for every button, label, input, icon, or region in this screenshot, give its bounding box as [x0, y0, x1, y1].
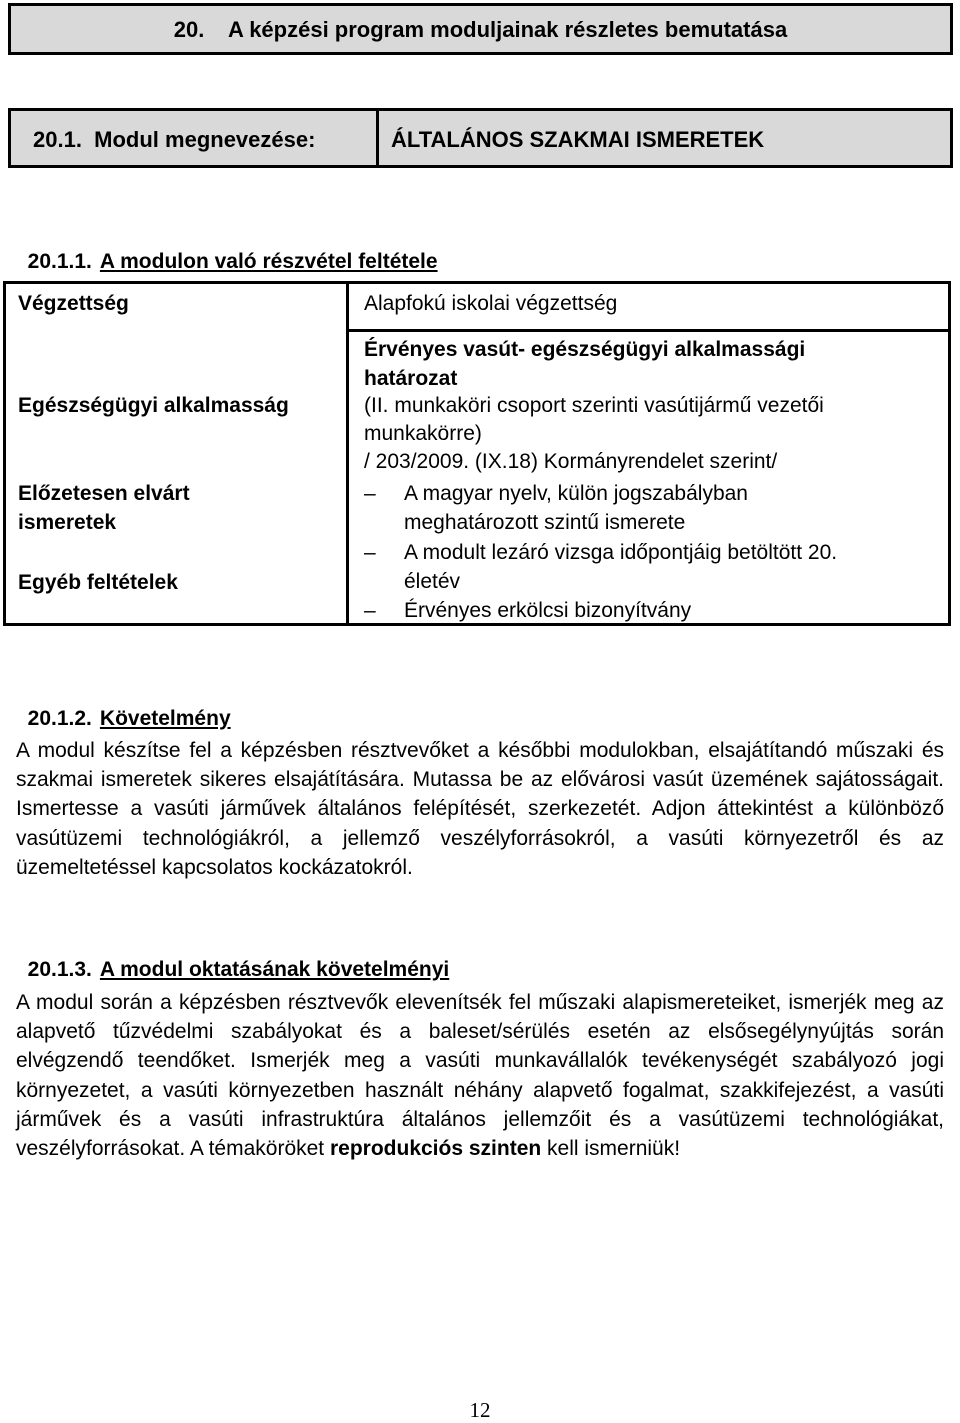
health-line-4: munkakörre) [364, 422, 482, 445]
module-name-value: ÁLTALÁNOS SZAKMAI ISMERETEK [391, 127, 765, 152]
section-heading-teaching-requirements [16, 934, 449, 982]
list-item-line-2: meghatározott szintű ismerete [404, 511, 686, 534]
label-health: Egészségügyi alkalmasság [18, 394, 289, 417]
chapter-title: 20. A képzési program moduljainak részletes bemutatása [173, 17, 788, 42]
module-name-label: 20.1. Modul megnevezése: [33, 127, 316, 152]
chapter-title-box [8, 3, 953, 55]
module-name-box [8, 108, 953, 168]
list-item-line-1: Érvényes erkölcsi bizonyítvány [404, 599, 692, 622]
section-number: 20.1.2. [27, 707, 92, 730]
section-title: A modulon való részvétel feltétele [99, 250, 438, 273]
paragraph-text: A modul során a képzésben résztvevők elevenítsék fel műszaki alapismereteiket, ismerjék meg az alapvető tűzvédelmi szabályokat és a baleset/sérülés esetén az elsősegélynyújtás során elvégzendő teendőket. Ismerjék meg a vasúti munkavállalók tevékenységét szabályozó jogi környezetet, a vasúti környezetben használt néhány alapvető fogalmat, szakkifejezést, a vasúti járművek és a vasúti infrastruktúra általános jellemzőit és a vasútüzemi technológiákat, veszélyforrásokat. A témaköröket [16, 991, 944, 1161]
education-value: Alapfokú iskolai végzettség [364, 292, 618, 315]
section-title: A modul oktatásának követelményi [99, 958, 450, 981]
section-heading-participation [16, 226, 438, 274]
list-item-line-1: A modult lezáró vizsga időpontjáig betöltött 20. [404, 541, 838, 564]
list-item-line-1: A magyar nyelv, külön jogszabályban [404, 482, 748, 505]
module-box-divider [376, 111, 379, 165]
health-line-2: határozat [364, 367, 458, 390]
list-item-line-2: életév [404, 570, 461, 593]
conditions-table [3, 281, 951, 626]
section-number: 20.1.3. [27, 958, 92, 981]
paragraph-bold-text: reprodukciós szinten [329, 1137, 542, 1161]
teaching-requirements-paragraph [16, 988, 944, 1163]
dash-bullet: – [364, 541, 376, 564]
dash-bullet: – [364, 482, 376, 505]
section-title: Követelmény [99, 707, 231, 730]
label-education: Végzettség [18, 292, 129, 315]
label-prior-knowledge-1: Előzetesen elvárt [18, 482, 190, 505]
section-number: 20.1.1. [27, 250, 92, 273]
label-other: Egyéb feltételek [18, 571, 178, 594]
label-prior-knowledge-2: ismeretek [18, 511, 117, 534]
paragraph-text-end: kell ismerniük! [541, 1137, 681, 1161]
conditions-row-divider [346, 329, 948, 332]
page-number: 12 [469, 1398, 491, 1422]
health-line-1: Érvényes vasút- egészségügyi alkalmassági [364, 338, 806, 361]
requirement-paragraph: A modul készítse fel a képzésben résztvevőket a későbbi modulokban, elsajátítandó műszaki és szakmai ismeretek sikeres elsajátítására. Mutassa be az elővárosi vasút üzemének sajátosságait. Ismertesse a vasúti járművek általános felépítését, szerkezetét. Adjon áttekintést a különböző vasútüzemi technológiákról, a jellemző veszélyforrásokról, a vasúti környezetről és az üzemeltetéssel kapcsolatos kockázatokról. [16, 739, 944, 879]
health-line-5: / 203/2009. (IX.18) Kormányrendelet szerint/ [364, 450, 778, 473]
section-heading-requirement [16, 683, 231, 731]
health-line-3: (II. munkaköri csoport szerinti vasútijármű vezetői [364, 394, 824, 417]
dash-bullet: – [364, 599, 376, 622]
